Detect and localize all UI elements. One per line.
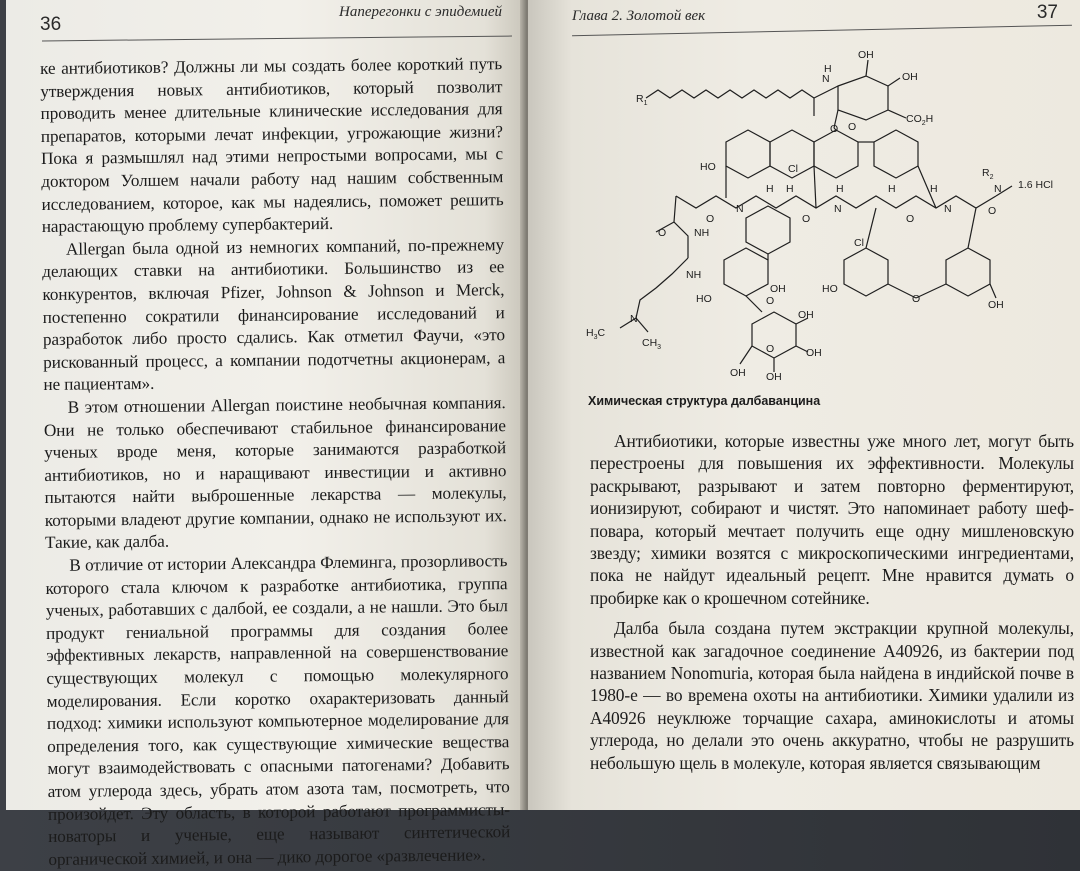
cl-label: Cl: [788, 163, 798, 175]
o-label: O: [766, 295, 775, 307]
oh-label: OH: [730, 367, 746, 379]
left-paragraph: В отличие от истории Александра Флеминга, прозорливость которого стала ключом к разработке антибиотика, группа ученых, работавших с далбой, ее создали, а не нашли. Это был продукт гениальной программы для создания более эффективных лекарств, направленной на совершенствование существующих молекул с помощью молекулярного моделирования. Если коротко охарактеризовать данный подход: химики используют компьютерное моделирование для определения того, как существующие химические вещества могут взаимодействовать с опасными патогенами? Добавить атом углерода здесь, убрать атом азота там, посмотреть, что произойдет. Эту область, в которой работают программисты-новаторы и ученые, еще называют синтетической органической химией, и она — дико дорогое «развлечение».: [45, 551, 511, 869]
o-label: O: [912, 293, 921, 305]
oh-label: OH: [766, 371, 782, 383]
r2-label: $R_2$: [982, 167, 994, 181]
o-label: O: [830, 123, 839, 135]
right-paragraph: Антибиотики, которые известны уже много лет, могут быть перестроены для повышения их эффективности. Молекулы раскрывают, разрывают и затем повторно ферментируют, ионизируют, собирают и чистят. Это напоминает работу шеф-повара, который мечтает получить еще одну мишленовскую звезду; химики возятся с микроскопическими ингредиентами, пока не найдут идеальный рецепт. Мне нравится думать о пробирке как о крошечном сотейнике.: [590, 431, 1074, 608]
o-label: O: [706, 213, 715, 225]
h-label: H: [766, 183, 774, 195]
left-paragraph: В этом отношении Allergan поистине необычная компания. Они не только обеспечивают стабильное финансирование ученых вроде меня, которые занимаются разработкой антибиотиков, но и наращивают инвестиции и активно пытаются найти выброшенные лекарства — молекулы, которыми владеют другие компании, однако не используют их. Такие, как далба.: [43, 393, 507, 553]
h-label: H: [836, 183, 844, 195]
co2h-label: $CO_2H$: [906, 113, 934, 127]
right-paragraph: Далба была создана путем экстракции крупной молекулы, известной как загадочное соединение A40926, из бактерии под названием Nonomuria, которая была найдена в индийской почве в 1980-е — во времена охоты на антибиотики. Химики удалили из A40926 неуклюже торчащие сахара, аминокислоты и атомы углерода, но делали это очень аккуратно, чтобы не разрушить небольшую щель в молекуле, которая является связывающим: [590, 618, 1074, 773]
ho-label: HO: [822, 283, 838, 295]
n-label: N: [994, 183, 1002, 195]
n-label: N: [630, 313, 638, 325]
left-page-number: 36: [40, 14, 62, 35]
aromatic-ring-1: [726, 130, 770, 178]
ho-label: HO: [700, 161, 716, 173]
o-label: O: [658, 227, 667, 239]
oh-label: OH: [988, 299, 1004, 311]
aromatic-ring-8: [946, 248, 990, 296]
left-paragraph: ке антибиотиков? Должны ли мы создать более короткий путь утверждения новых антибиотиков, который позволит проводить менее длительные клинические исследования для препаратов, которыми лечат инфекции, угрожающие жизни? Пока я размышлял над этими непростыми вопросами, мы с доктором Уолшем начали работу над нашим собственным исследованием, которое, как мы надеялись, поможет решить нарастающую проблему супербактерий.: [40, 54, 504, 237]
nh-label: NH: [686, 269, 702, 281]
right-running-title: Глава 2. Золотой век: [572, 8, 706, 24]
r1-label: $R_1$: [636, 93, 648, 107]
sugar-ring-top: [838, 76, 888, 120]
dimethyl-label: $H_3C$: [586, 327, 606, 341]
o-label: O: [766, 343, 775, 355]
h-label: H: [824, 63, 832, 75]
fatty-chain: [646, 90, 814, 98]
o-label: O: [988, 205, 997, 217]
left-running-title: Наперегонки с эпидемией: [338, 4, 502, 20]
amine-chain: [636, 258, 688, 318]
oh-label: OH: [798, 309, 814, 321]
figure-caption: Химическая структура далбаванцина: [588, 394, 821, 408]
n-label: N: [944, 203, 952, 215]
n-label: N: [822, 73, 830, 85]
right-page-number: 37: [1036, 2, 1058, 23]
dalbavancin-structure-figure: [576, 46, 1076, 386]
right-page: [528, 0, 1080, 810]
ch3-label: $CH_3$: [642, 337, 662, 351]
oh-label: OH: [770, 283, 786, 295]
aromatic-ring-6: [746, 206, 790, 254]
cl-label: Cl: [854, 237, 864, 249]
o-label: O: [802, 213, 811, 225]
h-label: H: [786, 183, 794, 195]
ho-label: HO: [696, 293, 712, 305]
left-page: [6, 0, 526, 869]
oh-label: OH: [858, 49, 874, 61]
aromatic-ring-7: [844, 248, 888, 296]
aromatic-ring-5: [724, 248, 768, 296]
nh-label: NH: [694, 227, 710, 239]
n-label: N: [736, 203, 744, 215]
salt-label: 1.6 HCl: [1018, 179, 1054, 191]
right-page-body: [590, 430, 1074, 774]
oh-label: OH: [902, 71, 918, 83]
left-paragraph: Allergan была одной из немногих компаний, по-прежнему делающих ставки на антибиотики. Большинство из ее конкурентов, включая Pfizer, Johnson & Johnson и Merck, постепенно сократили финансирование исследований и разработок либо просто сдались. Как отметил Фаучи, «это рискованный процесс, а компании подотчетны акционерам, а не пациентам».: [42, 234, 506, 395]
aromatic-ring-4: [874, 130, 918, 178]
o-label: O: [906, 213, 915, 225]
n-label: N: [834, 203, 842, 215]
left-page-header: [40, 4, 510, 34]
left-page-body: [40, 53, 510, 871]
h-label: H: [888, 183, 896, 195]
o-label: O: [848, 121, 857, 133]
oh-label: OH: [806, 347, 822, 359]
aromatic-ring-3: [814, 130, 858, 178]
h-label: H: [930, 183, 938, 195]
amide-side: [674, 196, 688, 258]
left-header-rule: [42, 36, 512, 42]
